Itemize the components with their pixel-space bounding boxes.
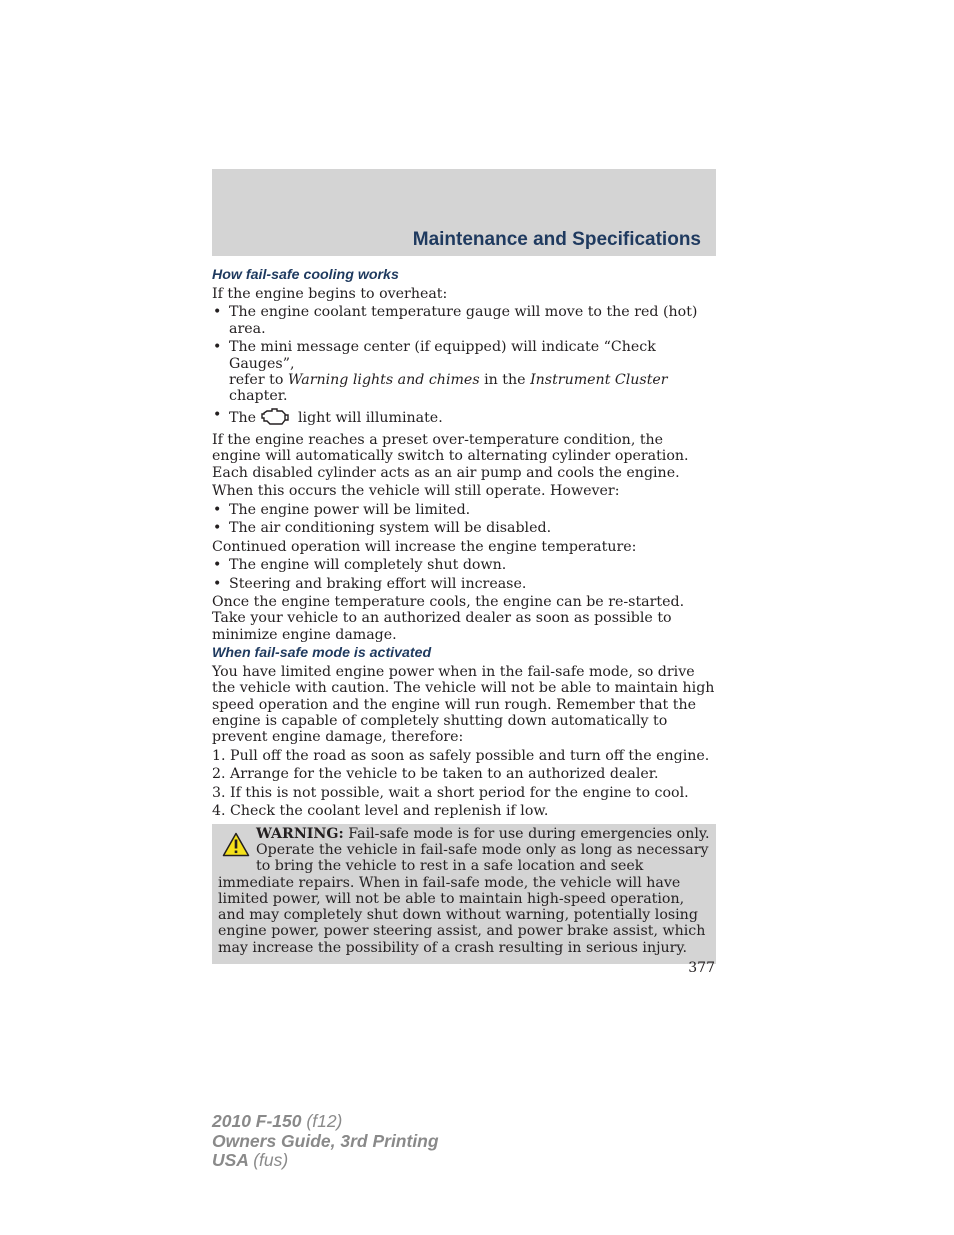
warning-text: Fail-safe mode is for use during emergencies only. Operate the vehicle in fail-safe mode only as long as necessary to bring the vehicle to rest in a safe location and seek immediate repairs. When in fail-safe mode, the vehicle will have limited power, will not be able to maintain high-speed operation, and may completely shut down without warning, potentially losing engine power, power steering assist, and power brake assist, which may increase the possibility of a crash resulting in serious injury. bbox=[218, 825, 710, 956]
list-item: • The mini message center (if equipped) will indicate “Check Gauges”, refer to Warning lights and chimes in the Instrument Cluster chapter. bbox=[213, 339, 668, 405]
paragraph: When this occurs the vehicle will still operate. However: bbox=[212, 483, 620, 500]
paragraph: You have limited engine power when in the fail-safe mode, so drive the vehicle with caution. The vehicle will not be able to maintain high speed operation and the engine will run rough. Remember that the engine is capable of completely shutting down automatically to prevent engine damage, therefore: bbox=[212, 664, 715, 746]
paragraph: Continued operation will increase the engine temperature: bbox=[212, 538, 637, 555]
check-engine-icon bbox=[260, 407, 290, 430]
list-item: • The air conditioning system will be disabled. bbox=[213, 520, 552, 537]
paragraph: Once the engine temperature cools, the engine can be re-started. Take your vehicle to an authorized dealer as soon as possible to minimize engine damage. bbox=[212, 594, 685, 643]
section-heading-fail-safe-mode: When fail-safe mode is activated bbox=[212, 645, 432, 662]
warning-label: WARNING: bbox=[256, 825, 344, 842]
step-item: 3. If this is not possible, wait a short period for the engine to cool. bbox=[212, 784, 689, 801]
paragraph: If the engine reaches a preset over-temperature condition, the engine will automatically switch to alternating cylinder operation. Each disabled cylinder acts as an air pump and cools the engine. bbox=[212, 432, 689, 481]
warning-triangle-icon bbox=[222, 832, 250, 861]
paragraph: If the engine begins to overheat: bbox=[212, 286, 448, 302]
list-item: • The engine power will be limited. bbox=[213, 501, 471, 518]
page-number: 377 bbox=[688, 960, 715, 976]
list-item: • The light will illuminate. bbox=[212, 407, 716, 430]
step-item: 1. Pull off the road as soon as safely possible and turn off the engine. bbox=[212, 747, 710, 764]
warning-box bbox=[212, 824, 716, 964]
list-item: • The engine will completely shut down. bbox=[213, 557, 507, 574]
footer: 2010 F-150 (f12) Owners Guide, 3rd Printing USA (fus) bbox=[212, 1111, 439, 1170]
main-content bbox=[212, 267, 716, 964]
step-item: 2. Arrange for the vehicle to be taken to an authorized dealer. bbox=[212, 766, 659, 783]
step-item: 4. Check the coolant level and replenish if low. bbox=[212, 803, 549, 820]
header-band bbox=[212, 169, 716, 256]
section-heading-fail-safe-cooling: How fail-safe cooling works bbox=[212, 267, 399, 283]
list-item: • The engine coolant temperature gauge will move to the red (hot) area. bbox=[213, 304, 698, 337]
list-item: • Steering and braking effort will increase. bbox=[213, 575, 527, 592]
page-title: Maintenance and Specifications bbox=[412, 229, 701, 250]
